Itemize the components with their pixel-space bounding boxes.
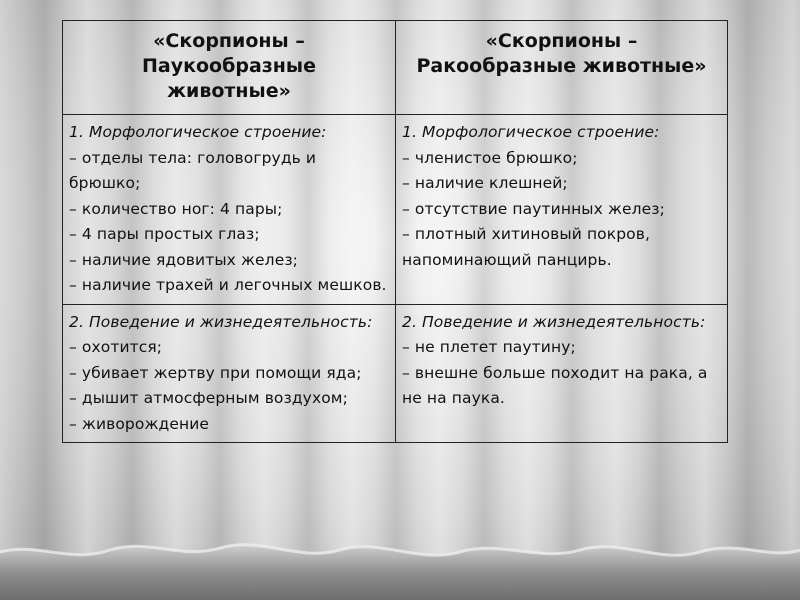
list-item: – плотный хитиновый покров, напоминающий панцирь.: [402, 225, 651, 269]
header-line: животные»: [167, 80, 291, 102]
cell-arachnid-morphology: [63, 115, 396, 305]
list-item: – не плетет паутину;: [402, 338, 576, 356]
curtain-hem-decoration: [0, 520, 800, 600]
comparison-table: [62, 20, 728, 443]
section-title: 2. Поведение и жизнедеятельность:: [402, 312, 706, 331]
table-row-morphology: [63, 115, 728, 305]
cell-arachnid-behavior: [63, 304, 396, 443]
list-item: – отделы тела: головогрудь и брюшко;: [69, 148, 317, 192]
header-line: «Скорпионы –: [485, 30, 638, 52]
list-item: – количество ног: 4 пары;: [69, 199, 283, 218]
list-item: – наличие ядовитых желез;: [69, 250, 298, 269]
list-item: – наличие клешней;: [402, 174, 568, 192]
table-header-row: [63, 21, 728, 115]
list-item: – живорождение: [69, 414, 210, 433]
list-item: – дышит атмосферным воздухом;: [69, 389, 348, 407]
section-title: 1. Морфологическое строение:: [402, 123, 660, 141]
list-item: – охотится;: [69, 338, 163, 356]
table-row-behavior: [63, 304, 728, 443]
header-arachnids: [63, 21, 396, 115]
list-item: – членистое брюшко;: [402, 148, 578, 167]
list-item: – наличие трахей и легочных мешков.: [69, 276, 387, 294]
header-line: Ракообразные животные»: [416, 55, 707, 77]
cell-crustacean-behavior: [396, 304, 728, 443]
list-item: – убивает жертву при помощи яда;: [69, 363, 362, 382]
section-title: 1. Морфологическое строение:: [69, 123, 327, 141]
header-line: Паукообразные: [141, 55, 317, 77]
list-item: – внешне больше походит на рака, а не на паука.: [402, 363, 708, 407]
header-crustaceans: [396, 21, 728, 115]
header-line: «Скорпионы –: [153, 30, 305, 52]
cell-crustacean-morphology: [396, 115, 728, 305]
list-item: – отсутствие паутинных желез;: [402, 199, 665, 218]
list-item: – 4 пары простых глаз;: [69, 225, 260, 243]
section-title: 2. Поведение и жизнедеятельность:: [69, 312, 373, 331]
